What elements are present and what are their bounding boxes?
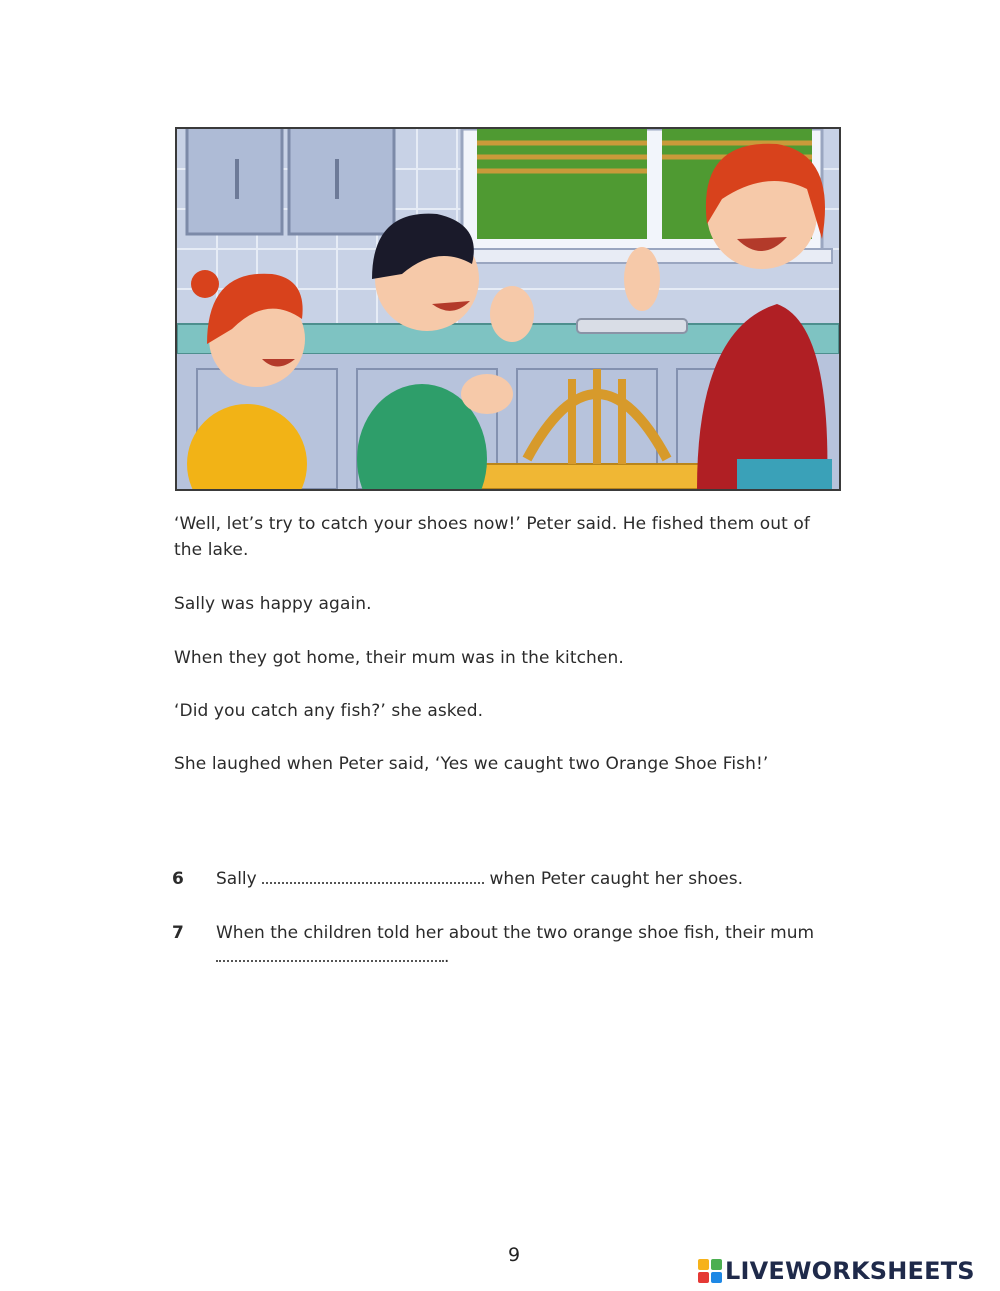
answer-blank-7[interactable] bbox=[216, 946, 444, 962]
story-line-6: She laughed when Peter said, ‘Yes we caught two Orange Shoe Fish!’ bbox=[174, 754, 769, 774]
question-7-answer-line bbox=[216, 944, 449, 970]
page-number: 9 bbox=[508, 1244, 521, 1266]
story-line-4: When they got home, their mum was in the kitchen. bbox=[174, 648, 624, 668]
story-line-5: ‘Did you catch any fish?’ she asked. bbox=[174, 701, 484, 721]
question-text: When the children told her about the two orange shoe fish, their mum bbox=[216, 923, 815, 943]
brand-grid-icon bbox=[698, 1259, 722, 1283]
question-text-after: when Peter caught her shoes. bbox=[489, 869, 744, 889]
question-number: 7 bbox=[172, 923, 184, 943]
question-text-before: Sally bbox=[216, 869, 257, 889]
brand-name: LIVEWORKSHEETS bbox=[725, 1257, 975, 1285]
question-7 bbox=[172, 920, 814, 946]
story-line-2: the lake. bbox=[174, 540, 249, 560]
story-line-1: ‘Well, let’s try to catch your shoes now!’ Peter said. He fished them out of bbox=[174, 514, 811, 534]
question-6 bbox=[172, 866, 743, 892]
question-end-punct: . bbox=[444, 947, 450, 967]
answer-blank-6[interactable] bbox=[262, 868, 484, 884]
story-illustration bbox=[175, 127, 841, 491]
question-number: 6 bbox=[172, 869, 184, 889]
story-line-3: Sally was happy again. bbox=[174, 594, 372, 614]
liveworksheets-logo bbox=[698, 1256, 975, 1286]
